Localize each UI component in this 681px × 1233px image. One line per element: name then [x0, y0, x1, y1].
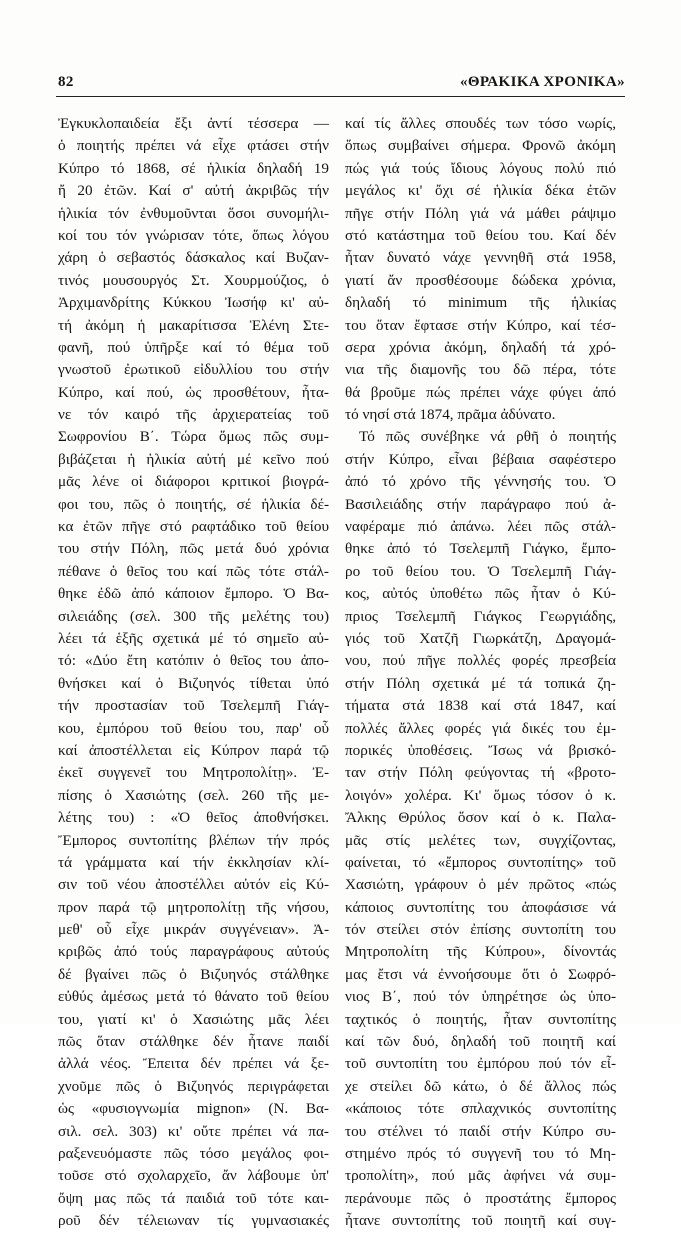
text-line: προν παρά τῷ μητροπολίτῃ τῆς νήσου,	[58, 898, 329, 916]
text-line: σιλειάδης (σελ. 300 τῆς μελέτης του)	[58, 607, 329, 625]
text-line: κα ἐτῶν πῆγε στό ραφτάδικο τοῦ θείου	[58, 518, 329, 536]
text-line: καί τίς ἄλλες σπουδές των τόσο νωρίς,	[345, 115, 616, 132]
text-line: περάνουμε πῶς ὁ προστάτης ἔμπορος	[345, 1189, 616, 1207]
text-line: φανῆ, πού ὑπῆρξε καί τό θέμα τοῦ	[58, 338, 329, 356]
text-line: Κύπρο, καί πού, ὡς προσθέτουν, ἦτα-	[58, 383, 329, 401]
text-line: καί ἀποστέλλεται εἰς Κύπρον παρά τῷ	[58, 741, 329, 759]
text-line: Σωφρονίου Β΄. Τώρα ὅμως πῶς συμ-	[58, 428, 329, 446]
text-line: νου, πού πῆγε πολλές φορές πρεσβεία	[345, 652, 616, 670]
text-line: ἦτανε συντοπίτης τοῦ ποιητῆ καί συγ-	[345, 1212, 616, 1230]
page-header	[56, 72, 625, 94]
text-line: μας ἔτσι νά ἐννοήσουμε ὅτι ὁ Σωφρό-	[345, 965, 616, 983]
text-line: στημένο πρός τό συγγενῆ του τό Μη-	[345, 1144, 616, 1162]
text-line: κου, ἐμπόρου τοῦ θείου του, παρ' οὗ	[58, 719, 329, 737]
text-line: Κύπρο τό 1868, σέ ἡλικία δηλαδή 19	[58, 159, 329, 177]
text-line: ὁ ποιητής πρέπει νά εἶχε φτάσει στήν	[58, 137, 329, 155]
text-line: ἡλικία τόν ἐνθυμοῦνται ὅσοι συνομήλι-	[58, 204, 329, 222]
text-line: χε στείλει δῶ κάτω, ὁ δέ ἄλλος πώς	[345, 1077, 616, 1095]
text-line: τοῦσε στό σχολαρχεῖο, ἄν λάβουμε ὑπ'	[58, 1167, 329, 1185]
text-line: Χασιώτη, γράφουν ὁ μέν πρῶτος «πώς	[345, 876, 616, 894]
text-line: νια τῆς διαμονῆς του δῶ πέρα, τότε	[345, 361, 616, 379]
text-line: δέ βγαίνει πῶς ὁ Βιζυηνός στάλθηκε	[58, 965, 329, 983]
text-line: ἀπό τό χρόνο τῆς γέννησής του. Ὁ	[345, 473, 616, 491]
text-line: ἤ 20 ἐτῶν. Καί σ' αὐτή ἀκριβῶς τήν	[58, 182, 329, 200]
text-line: του στέλνει τό παιδί στήν Κύπρο συ-	[345, 1122, 616, 1140]
text-line: κοί του τόν γνώρισαν τότε, ὅπως λόγου	[58, 226, 329, 244]
text-line: θνήσκει καί ὁ Βιζυηνός τίθεται ὑπό	[58, 674, 329, 692]
text-line: Ἔμπορος συντοπίτης βλέπων τήν πρός	[58, 831, 329, 849]
text-line: φαίνεται, τό «ἔμπορος συντοπίτης» τοῦ	[345, 853, 616, 871]
text-line: ναφέραμε πιό ἀπάνω. λέει πῶς στάλ-	[345, 518, 616, 536]
text-line: στήν Κύπρο, εἶναι βέβαια σαφέστερο	[345, 450, 616, 468]
left-column	[58, 113, 329, 1233]
text-line: τροπολίτη», πού μᾶς ἀφήνει νά συμ-	[345, 1167, 616, 1185]
text-line: λέτης του) : «Ὁ θεῖος ἀποθνήσκει.	[58, 809, 329, 827]
page-number: 82	[58, 74, 74, 90]
text-line: «κάποιος τότε σπλαχνικός συντοπίτης	[345, 1100, 616, 1118]
running-title: «ΘΡΑΚΙΚΑ ΧΡΟΝΙΚΑ»	[459, 74, 625, 90]
text-line: Βασιλειάδης στήν παράγραφο πού ἀ-	[345, 495, 616, 513]
text-line: τό νησί στά 1874, πρᾶμα ἀδύνατο.	[345, 406, 556, 424]
text-line: τινός μουσουργός Στ. Χουρμούζιος, ὁ	[58, 271, 329, 289]
text-line: κάποιος συντοπίτης του ἀποφάσισε νά	[345, 898, 616, 916]
text-line: ἐκεῖ συγγενεῖ του Μητροπολίτῃ». Ἐ-	[58, 764, 329, 782]
text-line: του ὅταν ἔφτασε στήν Κύπρο, καί τέσ-	[345, 316, 616, 334]
text-line: πριος Τσελεμπῆ Γιάγκος Γεωργιάδης,	[345, 607, 616, 625]
text-line: πώς γιά τούς ἴδιους λόγους πολύ πιό	[345, 159, 616, 177]
text-line: πολλές ἄλλες φορές γιά δικές του ἐμ-	[345, 719, 616, 737]
text-line: λοιγόν» χολέρα. Κι' ὅμως τόσον ὁ κ.	[345, 786, 616, 804]
text-line: πέθανε ὁ θεῖος του καί πῶς τότε στάλ-	[58, 562, 329, 580]
text-line: καί τῶν δυό, δηλαδή τοῦ ποιητῆ καί	[345, 1033, 616, 1051]
text-line: ὅπως συμβαίνει σήμερα. Φρονῶ ἀκόμη	[345, 137, 616, 155]
text-line: σερα χρόνια ἀκόμη, δηλαδή τά χρό-	[345, 338, 616, 356]
text-line: μᾶς στίς μελέτες των, συγχίζοντας,	[345, 831, 616, 849]
text-line: λέει τά ἑξῆς σχετικά μέ τό σημεῖο αὐ-	[58, 629, 329, 647]
text-line: γιός τοῦ Χατζῆ Γιωρκάτζη, Δραγομά-	[345, 629, 616, 647]
text-line: ταν στήν Πόλη φεύγοντας τή «βροτο-	[345, 764, 616, 782]
text-line: κος, αὐτός ὑποθέτω πῶς ἦταν ὁ Κύ-	[345, 585, 616, 603]
text-line: πορικές ὑποθέσεις. Ἴσως νά βρισκό-	[345, 741, 616, 759]
text-line: δηλαδή τό minimum τῆς ἡλικίας	[345, 294, 616, 312]
text-line: τήματα στά 1838 καί στά 1847, καί	[345, 697, 616, 715]
right-column	[345, 113, 616, 1233]
text-line: τήν προστασίαν τοῦ Τσελεμπῆ Γιάγ-	[58, 697, 329, 715]
text-line: πῆγε στήν Πόλη γιά νά μάθει ράψιμο	[345, 204, 616, 222]
text-line: νιος Β΄, πού τόν ὑπηρέτησε ὡς ὑπο-	[345, 988, 616, 1006]
text-line: βιβάζεται ἡ ἡλικία αὐτή μέ κεῖνο πού	[58, 450, 329, 468]
text-line: ἀλλά νέος. Ἔπειτα δέν πρέπει νά ξε-	[58, 1055, 329, 1073]
text-line: Ἐγκυκλοπαιδεία ἔξι ἀντί τέσσερα —	[58, 115, 329, 132]
text-line: πῶς ὅταν στάλθηκε δέν ἦτανε παιδί	[58, 1033, 329, 1051]
text-line: του στήν Πόλη, πῶς μετά δυό χρόνια	[58, 540, 329, 558]
text-line: γιατί ἄν προσθέσουμε δώδεκα χρόνια,	[345, 271, 616, 289]
text-line: εὐθύς ἀμέσως μετά τό θάνατο τοῦ θείου	[58, 988, 329, 1006]
text-line: ροῦ δέν τέλειωναν τίς γυμνασιακές	[58, 1212, 329, 1230]
text-line: θηκε ἐδῶ ἀπό κάποιον ἔμπορο. Ὁ Βα-	[58, 585, 329, 603]
text-line: τό: «Δύο ἔτη κατόπιν ὁ θεῖος του ἀπο-	[58, 652, 329, 670]
text-line: τά γράμματα καί τήν ἐκκλησίαν κλί-	[58, 853, 329, 871]
text-line: Ἀρχιμανδρίτης Κύκκου Ἰωσήφ κι' αὐ-	[58, 294, 329, 312]
text-line: τόν στείλει στόν ἐπίσης συντοπίτη του	[345, 921, 616, 939]
text-line: θηκε ἀπό τό Τσελεμπῆ Γιάγκο, ἔμπο-	[345, 540, 616, 558]
text-line: θά βροῦμε πώς πρέπει νάχε φύγει ἀπό	[345, 383, 616, 401]
text-line: γνωστοῦ ἐρωτικοῦ εἰδυλλίου του στήν	[58, 361, 329, 379]
text-line: χάρη ὁ σεβαστός δάσκαλος καί Βυζαν-	[58, 249, 329, 267]
text-line: στό κατάστημα τοῦ θείου του. Καί δέν	[345, 226, 616, 244]
text-line: Ἄλκης Θρύλος ὅσον καί ὁ κ. Παλα-	[345, 809, 616, 827]
text-line: νε τόν καιρό τῆς ἀρχιερατείας τοῦ	[58, 406, 329, 424]
text-line: ραξενευόμαστε πῶς τόσο μεγάλος φοι-	[58, 1144, 329, 1162]
text-line: μεθ' οὗ εἶχε μικράν συγγένειαν». Ἀ-	[58, 921, 329, 939]
text-line: ὡς «φυσιογνωμία mignon» (Ν. Βα-	[58, 1100, 329, 1118]
text-line: πίσης ὁ Χασιώτης (σελ. 260 τῆς με-	[58, 786, 329, 804]
text-line: ὄψη μας πῶς τά παιδιά τοῦ τότε και-	[58, 1189, 329, 1207]
text-line: κριβῶς ἀπό τούς παραγράφους αὐτούς	[58, 943, 329, 961]
text-line: Τό πῶς συνέβηκε νά ρθῆ ὁ ποιητής	[359, 428, 616, 446]
text-line: σιν τοῦ νέου ἀποστέλλει αὐτόν εἰς Κύ-	[58, 876, 329, 894]
text-line: μεγάλος κι' ὄχι σέ ἡλικία δέκα ἐτῶν	[345, 182, 616, 200]
text-line: φοι του, πῶς ὁ ποιητής, σέ ἡλικία δέ-	[58, 495, 329, 513]
text-line: μᾶς λένε οἱ διάφοροι κριτικοί βιογρά-	[58, 473, 329, 491]
header-rule	[56, 96, 625, 97]
text-line: τοῦ συντοπίτη του ἐμπόρου πού τόν εἶ-	[345, 1055, 616, 1073]
text-line: στήν Πόλη σχετικά μέ τά τοπικά ζη-	[345, 674, 616, 692]
text-line: του, γιατί κι' ὁ Χασιώτης μᾶς λέει	[58, 1010, 329, 1028]
text-line: σιλ. σελ. 303) κι' οὔτε πρέπει νά πα-	[58, 1122, 329, 1140]
text-line: Μητροπολίτη τῆς Κύπρου», δίνοντάς	[345, 943, 616, 961]
text-line: τή ἀκόμη ἡ μακαρίτισσα Ἑλένη Στε-	[58, 316, 329, 334]
text-line: ταχτικός ὁ ποιητής, ἦταν συντοπίτης	[345, 1010, 616, 1028]
text-line: ρο τοῦ θείου του. Ὁ Τσελεμπῆ Γιάγ-	[345, 562, 616, 580]
text-line: χνοῦμε πῶς ὁ Βιζυηνός περιγράφεται	[58, 1077, 329, 1095]
text-line: ἦταν δυνατό νάχε γεννηθῆ στά 1958,	[345, 249, 616, 267]
